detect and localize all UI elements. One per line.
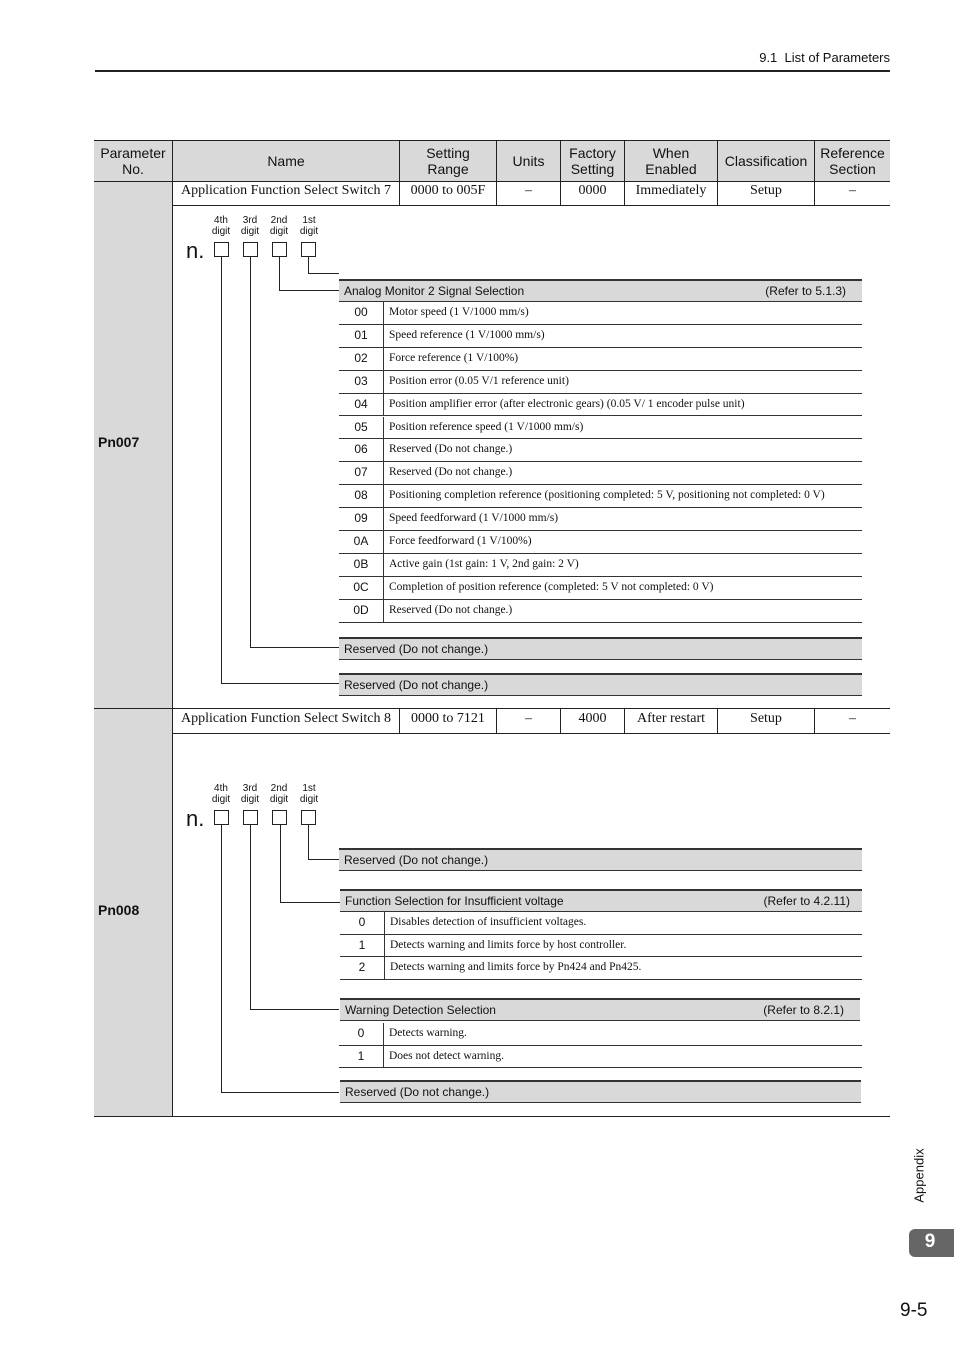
digit-box-4th <box>214 242 229 257</box>
column-separator <box>383 371 384 393</box>
option-code: 1 <box>358 937 366 952</box>
list-item <box>339 600 862 623</box>
param-no: Pn008 <box>98 902 140 918</box>
group-title: Function Selection for Insufficient voltage <box>345 894 564 908</box>
connector-line <box>280 825 281 903</box>
connector-line <box>308 825 309 860</box>
option-code: 2 <box>358 960 366 974</box>
list-item <box>339 1046 862 1069</box>
list-item <box>339 371 862 394</box>
reserved-label: Reserved (Do not change.) <box>345 1085 490 1099</box>
header-name: Name <box>173 141 399 181</box>
option-description: Force feedforward (1 V/100%) <box>389 535 532 547</box>
column-separator <box>383 302 384 324</box>
param-when: After restart <box>636 711 706 726</box>
header-setting-range: Setting Range <box>400 141 496 181</box>
option-description: Force reference (1 V/100%) <box>389 351 519 364</box>
list-item <box>339 394 862 417</box>
column-separator <box>383 1046 384 1068</box>
group-reference: (Refer to 4.2.11) <box>763 894 850 908</box>
option-description: Disables detection of insufficient voltages. <box>390 916 587 928</box>
option-code: 07 <box>354 465 368 480</box>
digit-box-3rd <box>243 810 258 825</box>
list-item <box>339 462 862 485</box>
option-description: Reserved (Do not change.) <box>389 603 513 616</box>
option-code: 05 <box>354 419 368 434</box>
list-item <box>339 508 862 531</box>
param-class: Setup <box>750 183 782 198</box>
connector-line <box>308 859 339 860</box>
group-title-bar <box>340 998 860 1021</box>
connector-line <box>221 1092 339 1093</box>
list-item <box>340 957 862 980</box>
column-separator <box>383 348 384 370</box>
param-factory: 0000 <box>578 183 607 198</box>
param-name: Application Function Select Switch 7 <box>181 183 391 198</box>
digit-box-3rd <box>243 242 258 257</box>
param-no: Pn007 <box>98 434 140 450</box>
option-description: Active gain (1st gain: 1 V, 2nd gain: 2 V) <box>389 557 579 570</box>
connector-line <box>250 825 251 1010</box>
option-description: Detects warning. <box>389 1027 467 1039</box>
connector-line <box>279 257 280 291</box>
column-separator <box>383 1023 384 1045</box>
connector-line <box>280 902 340 903</box>
option-description: Completion of position reference (completed: 5 V not completed: 0 V) <box>389 580 714 593</box>
connector-line <box>221 257 222 684</box>
option-code: 0 <box>358 915 366 929</box>
connector-line <box>221 683 339 684</box>
option-description: Motor speed (1 V/1000 mm/s) <box>389 306 529 318</box>
connector-line <box>250 257 251 648</box>
param-units: – <box>525 711 532 726</box>
group-title-bar <box>340 889 862 912</box>
header-when-enabled: When Enabled <box>625 141 717 181</box>
list-item <box>339 302 862 325</box>
connector-line <box>308 273 339 274</box>
option-code: 0C <box>353 579 369 594</box>
option-code: 1 <box>357 1048 365 1063</box>
option-description: Speed feedforward (1 V/1000 mm/s) <box>389 512 559 525</box>
column-separator <box>383 554 384 576</box>
column-separator <box>383 531 384 553</box>
header-reference-section: Reference Section <box>815 141 890 181</box>
column-separator <box>383 417 384 439</box>
digit-box-2nd <box>272 242 287 257</box>
option-code: 00 <box>354 305 368 319</box>
param-class: Setup <box>750 711 782 726</box>
option-code: 0A <box>353 534 369 548</box>
list-item <box>339 348 862 371</box>
option-description: Position amplifier error (after electronic gears) (0.05 V/ 1 encoder pulse unit) <box>389 397 745 410</box>
list-item <box>340 912 862 935</box>
column-separator <box>384 935 385 957</box>
option-code: 04 <box>354 396 368 411</box>
reserved-label: Reserved (Do not change.) <box>344 853 489 867</box>
digit-label-2nd: 2nd digit <box>269 783 289 805</box>
option-code: 0B <box>353 556 369 571</box>
running-header: 9.1 List of Parameters <box>759 50 890 65</box>
table-bottom-border <box>94 1116 890 1117</box>
digit-label-4th: 4th digit <box>211 783 231 805</box>
option-code: 06 <box>354 442 368 457</box>
column-separator <box>383 325 384 347</box>
chapter-number: 9 <box>924 1231 936 1252</box>
connector-line <box>308 257 309 274</box>
list-item <box>339 577 862 600</box>
reserved-bar <box>339 673 862 696</box>
param-factory: 4000 <box>578 711 607 726</box>
row-border <box>172 205 890 206</box>
reserved-label: Reserved (Do not change.) <box>344 642 489 656</box>
param-range: 0000 to 7121 <box>411 711 485 726</box>
digit-label-3rd: 3rd digit <box>240 783 260 805</box>
list-item <box>339 325 862 348</box>
param-when: Immediately <box>635 183 707 198</box>
n-prefix: n. <box>186 238 205 263</box>
digit-label-1st: 1st digit <box>299 783 319 805</box>
column-separator <box>383 577 384 599</box>
param-name: Application Function Select Switch 8 <box>181 711 391 726</box>
group-title: Warning Detection Selection <box>345 1003 496 1017</box>
column-separator <box>383 462 384 484</box>
option-description: Speed reference (1 V/1000 mm/s) <box>389 328 545 341</box>
param-units: – <box>525 183 532 198</box>
digit-label-3rd: 3rd digit <box>240 215 260 237</box>
digit-box-1st <box>301 242 316 257</box>
digit-label-1st: 1st digit <box>299 215 319 237</box>
reserved-label: Reserved (Do not change.) <box>344 678 489 692</box>
row-border <box>172 733 890 734</box>
connector-line <box>250 1009 339 1010</box>
param-ref: – <box>849 711 856 726</box>
option-code: 02 <box>354 350 368 365</box>
connector-line <box>221 825 222 1093</box>
column-separator <box>383 600 384 622</box>
header-units: Units <box>497 141 560 181</box>
col-divider-left <box>172 140 173 1116</box>
list-item <box>339 417 862 440</box>
column-separator <box>384 957 385 979</box>
reserved-bar <box>339 637 862 660</box>
option-description: Position error (0.05 V/1 reference unit) <box>389 374 569 387</box>
digit-box-1st <box>301 810 316 825</box>
option-description: Positioning completion reference (positioning completed: 5 V, positioning not completed: 0 V) <box>389 489 825 502</box>
list-item <box>339 554 862 577</box>
connector-line <box>279 290 339 291</box>
list-item <box>339 485 862 508</box>
header-classification: Classification <box>718 141 814 181</box>
param-range: 0000 to 005F <box>410 183 486 198</box>
option-description: Reserved (Do not change.) <box>389 443 513 456</box>
column-separator <box>383 485 384 507</box>
option-description: Detects warning and limits force by Pn424 and Pn425. <box>390 961 642 973</box>
list-item <box>339 1023 862 1046</box>
option-description: Reserved (Do not change.) <box>389 466 513 479</box>
connector-line <box>250 647 339 648</box>
reserved-bar <box>340 1080 861 1103</box>
option-description: Detects warning and limits force by host controller. <box>390 938 627 951</box>
column-separator <box>383 439 384 461</box>
group-reference: (Refer to 5.1.3) <box>765 284 846 298</box>
option-code: 0 <box>357 1026 365 1040</box>
list-item <box>340 935 862 958</box>
reserved-bar <box>339 848 862 871</box>
option-code: 09 <box>354 511 368 526</box>
option-code: 0D <box>353 602 369 617</box>
param-ref: – <box>849 183 856 198</box>
side-tab-label: Appendix <box>911 1148 927 1203</box>
n-prefix: n. <box>186 806 205 831</box>
list-item <box>339 531 862 554</box>
header-factory-setting: Factory Setting <box>561 141 624 181</box>
group-reference: (Refer to 8.2.1) <box>763 1003 844 1017</box>
group-title: Analog Monitor 2 Signal Selection <box>344 284 525 298</box>
option-code: 03 <box>354 373 368 388</box>
digit-label-4th: 4th digit <box>211 215 231 237</box>
digit-box-2nd <box>272 810 287 825</box>
header-rule <box>95 70 890 72</box>
header-param-no: Parameter No. <box>94 141 172 181</box>
page-number: 9-5 <box>900 1300 928 1321</box>
option-description: Does not detect warning. <box>389 1049 504 1062</box>
digit-box-4th <box>214 810 229 825</box>
list-item <box>339 439 862 462</box>
option-code: 08 <box>354 488 368 503</box>
column-separator <box>383 508 384 530</box>
column-separator <box>384 912 385 934</box>
option-code: 01 <box>354 327 368 342</box>
digit-label-2nd: 2nd digit <box>269 215 289 237</box>
group-title-bar <box>339 279 862 302</box>
column-separator <box>383 394 384 416</box>
option-description: Position reference speed (1 V/1000 mm/s) <box>389 420 584 433</box>
